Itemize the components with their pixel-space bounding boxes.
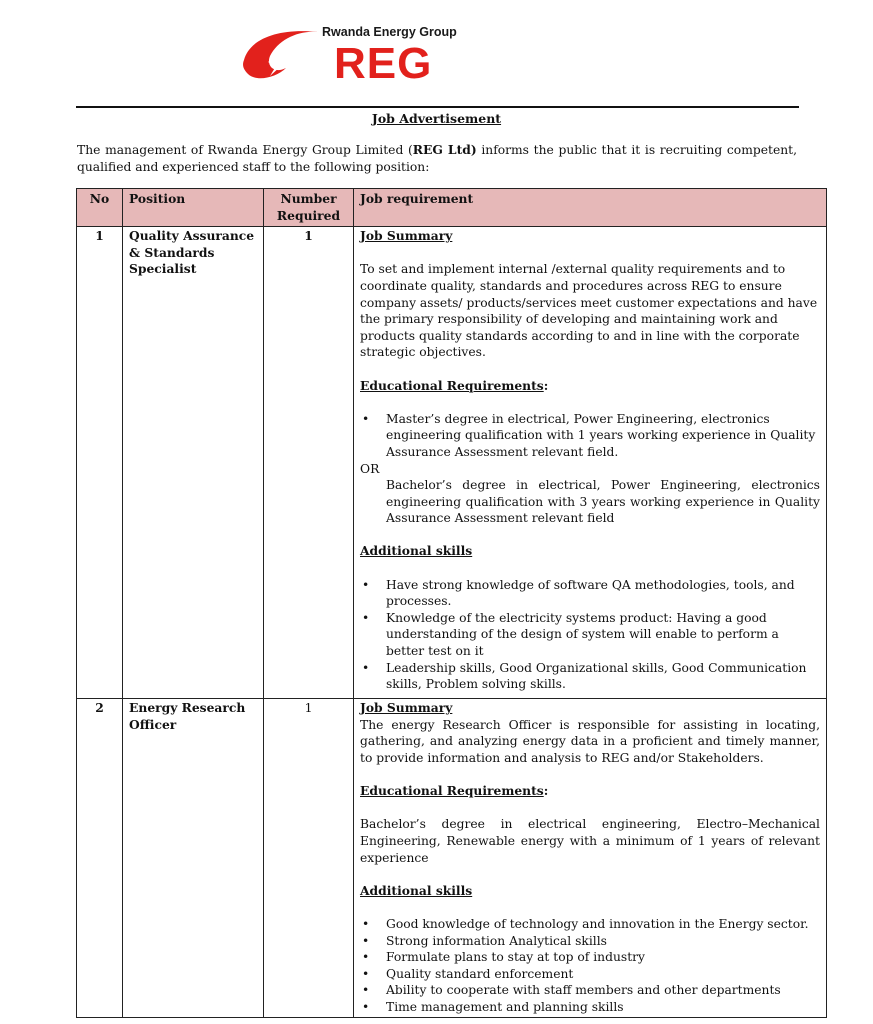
list-item: • Have strong knowledge of software QA methodologies, tools, and processes. xyxy=(360,577,820,610)
reg-logo xyxy=(240,22,480,88)
list-item: • Quality standard enforcement xyxy=(360,966,820,983)
list-item: • Master’s degree in electrical, Power Engineering, electronics engineering qualification with 1 years working experience in Quality Assurance Assessment relevant field. xyxy=(360,411,820,461)
job-summary-text: To set and implement internal /external quality requirements and to coordinate quality, standards and procedures across REG to ensure company assets/ products/services meet customer expectations and have the primary responsibility of developing and maintaining work and products quality standards according to and in line with the corporate strategic objectives. xyxy=(360,262,818,360)
edu-colon: : xyxy=(543,783,549,799)
header-number-required: Number Required xyxy=(264,189,354,227)
intro-paragraph xyxy=(77,142,797,175)
page-title: Job Advertisement xyxy=(371,111,502,126)
logo-mark-text: REG xyxy=(334,39,433,88)
table-row xyxy=(77,227,827,699)
intro-after: informs the public that it is recruiting competent, qualified and experienced staff to the following position: xyxy=(77,143,797,174)
list-item: • Strong information Analytical skills xyxy=(360,933,820,950)
skills-list xyxy=(360,916,820,1016)
row-number: 1 xyxy=(264,699,354,1018)
edu-or: OR xyxy=(360,461,380,476)
header-rule xyxy=(76,106,799,108)
row-requirements xyxy=(354,699,827,1018)
edu-title: Educational Requirements xyxy=(360,783,544,799)
logo-company-name: Rwanda Energy Group xyxy=(322,25,457,39)
table-row xyxy=(77,699,827,1018)
row-no: 2 xyxy=(77,699,123,1018)
intro-before: The management of Rwanda Energy Group Limited ( xyxy=(77,143,413,157)
row-position: Quality Assurance & Standards Specialist xyxy=(123,227,264,699)
list-item: • Knowledge of the electricity systems product: Having a good understanding of the design of system will enable to perform a better test on it xyxy=(360,610,820,660)
list-item: • Formulate plans to stay at top of industry xyxy=(360,949,820,966)
list-item: • Good knowledge of technology and innovation in the Energy sector. xyxy=(360,916,820,933)
edu-title: Educational Requirements xyxy=(360,377,544,393)
list-item: • Leadership skills, Good Organizational skills, Good Communication skills, Problem solving skills. xyxy=(360,660,820,693)
positions-table xyxy=(76,188,827,1018)
edu-alternative: Bachelor’s degree in electrical, Power Engineering, electronics engineering qualification with 3 years working experience in Quality Assurance Assessment relevant field xyxy=(386,478,820,526)
job-summary-title: Job Summary xyxy=(360,700,453,716)
list-item: • Time management and planning skills xyxy=(360,999,820,1016)
job-summary-text: The energy Research Officer is responsible for assisting in locating, gathering, and analyzing energy data in a proficient and timely manner, to provide information and analysis to REG and/or Stakeholders. xyxy=(360,717,820,765)
row-position: Energy Research Officer xyxy=(123,699,264,1018)
intro-bold: REG Ltd) xyxy=(412,142,477,157)
row-number: 1 xyxy=(264,227,354,699)
header-position: Position xyxy=(123,189,264,227)
header-job-requirement: Job requirement xyxy=(354,189,827,227)
job-summary-title: Job Summary xyxy=(360,228,453,244)
skills-title: Additional skills xyxy=(360,882,473,898)
header-no: No xyxy=(77,189,123,227)
list-item: • Ability to cooperate with staff members and other departments xyxy=(360,982,820,999)
edu-list xyxy=(360,411,820,461)
edu-text: Bachelor’s degree in electrical engineering, Electro–Mechanical Engineering, Renewable energy with a minimum of 1 years of relevant experience xyxy=(360,817,820,865)
skills-list xyxy=(360,577,820,693)
table-header-row xyxy=(77,189,827,227)
edu-colon: : xyxy=(543,377,549,393)
skills-title: Additional skills xyxy=(360,543,473,559)
row-no: 1 xyxy=(77,227,123,699)
row-requirements xyxy=(354,227,827,699)
